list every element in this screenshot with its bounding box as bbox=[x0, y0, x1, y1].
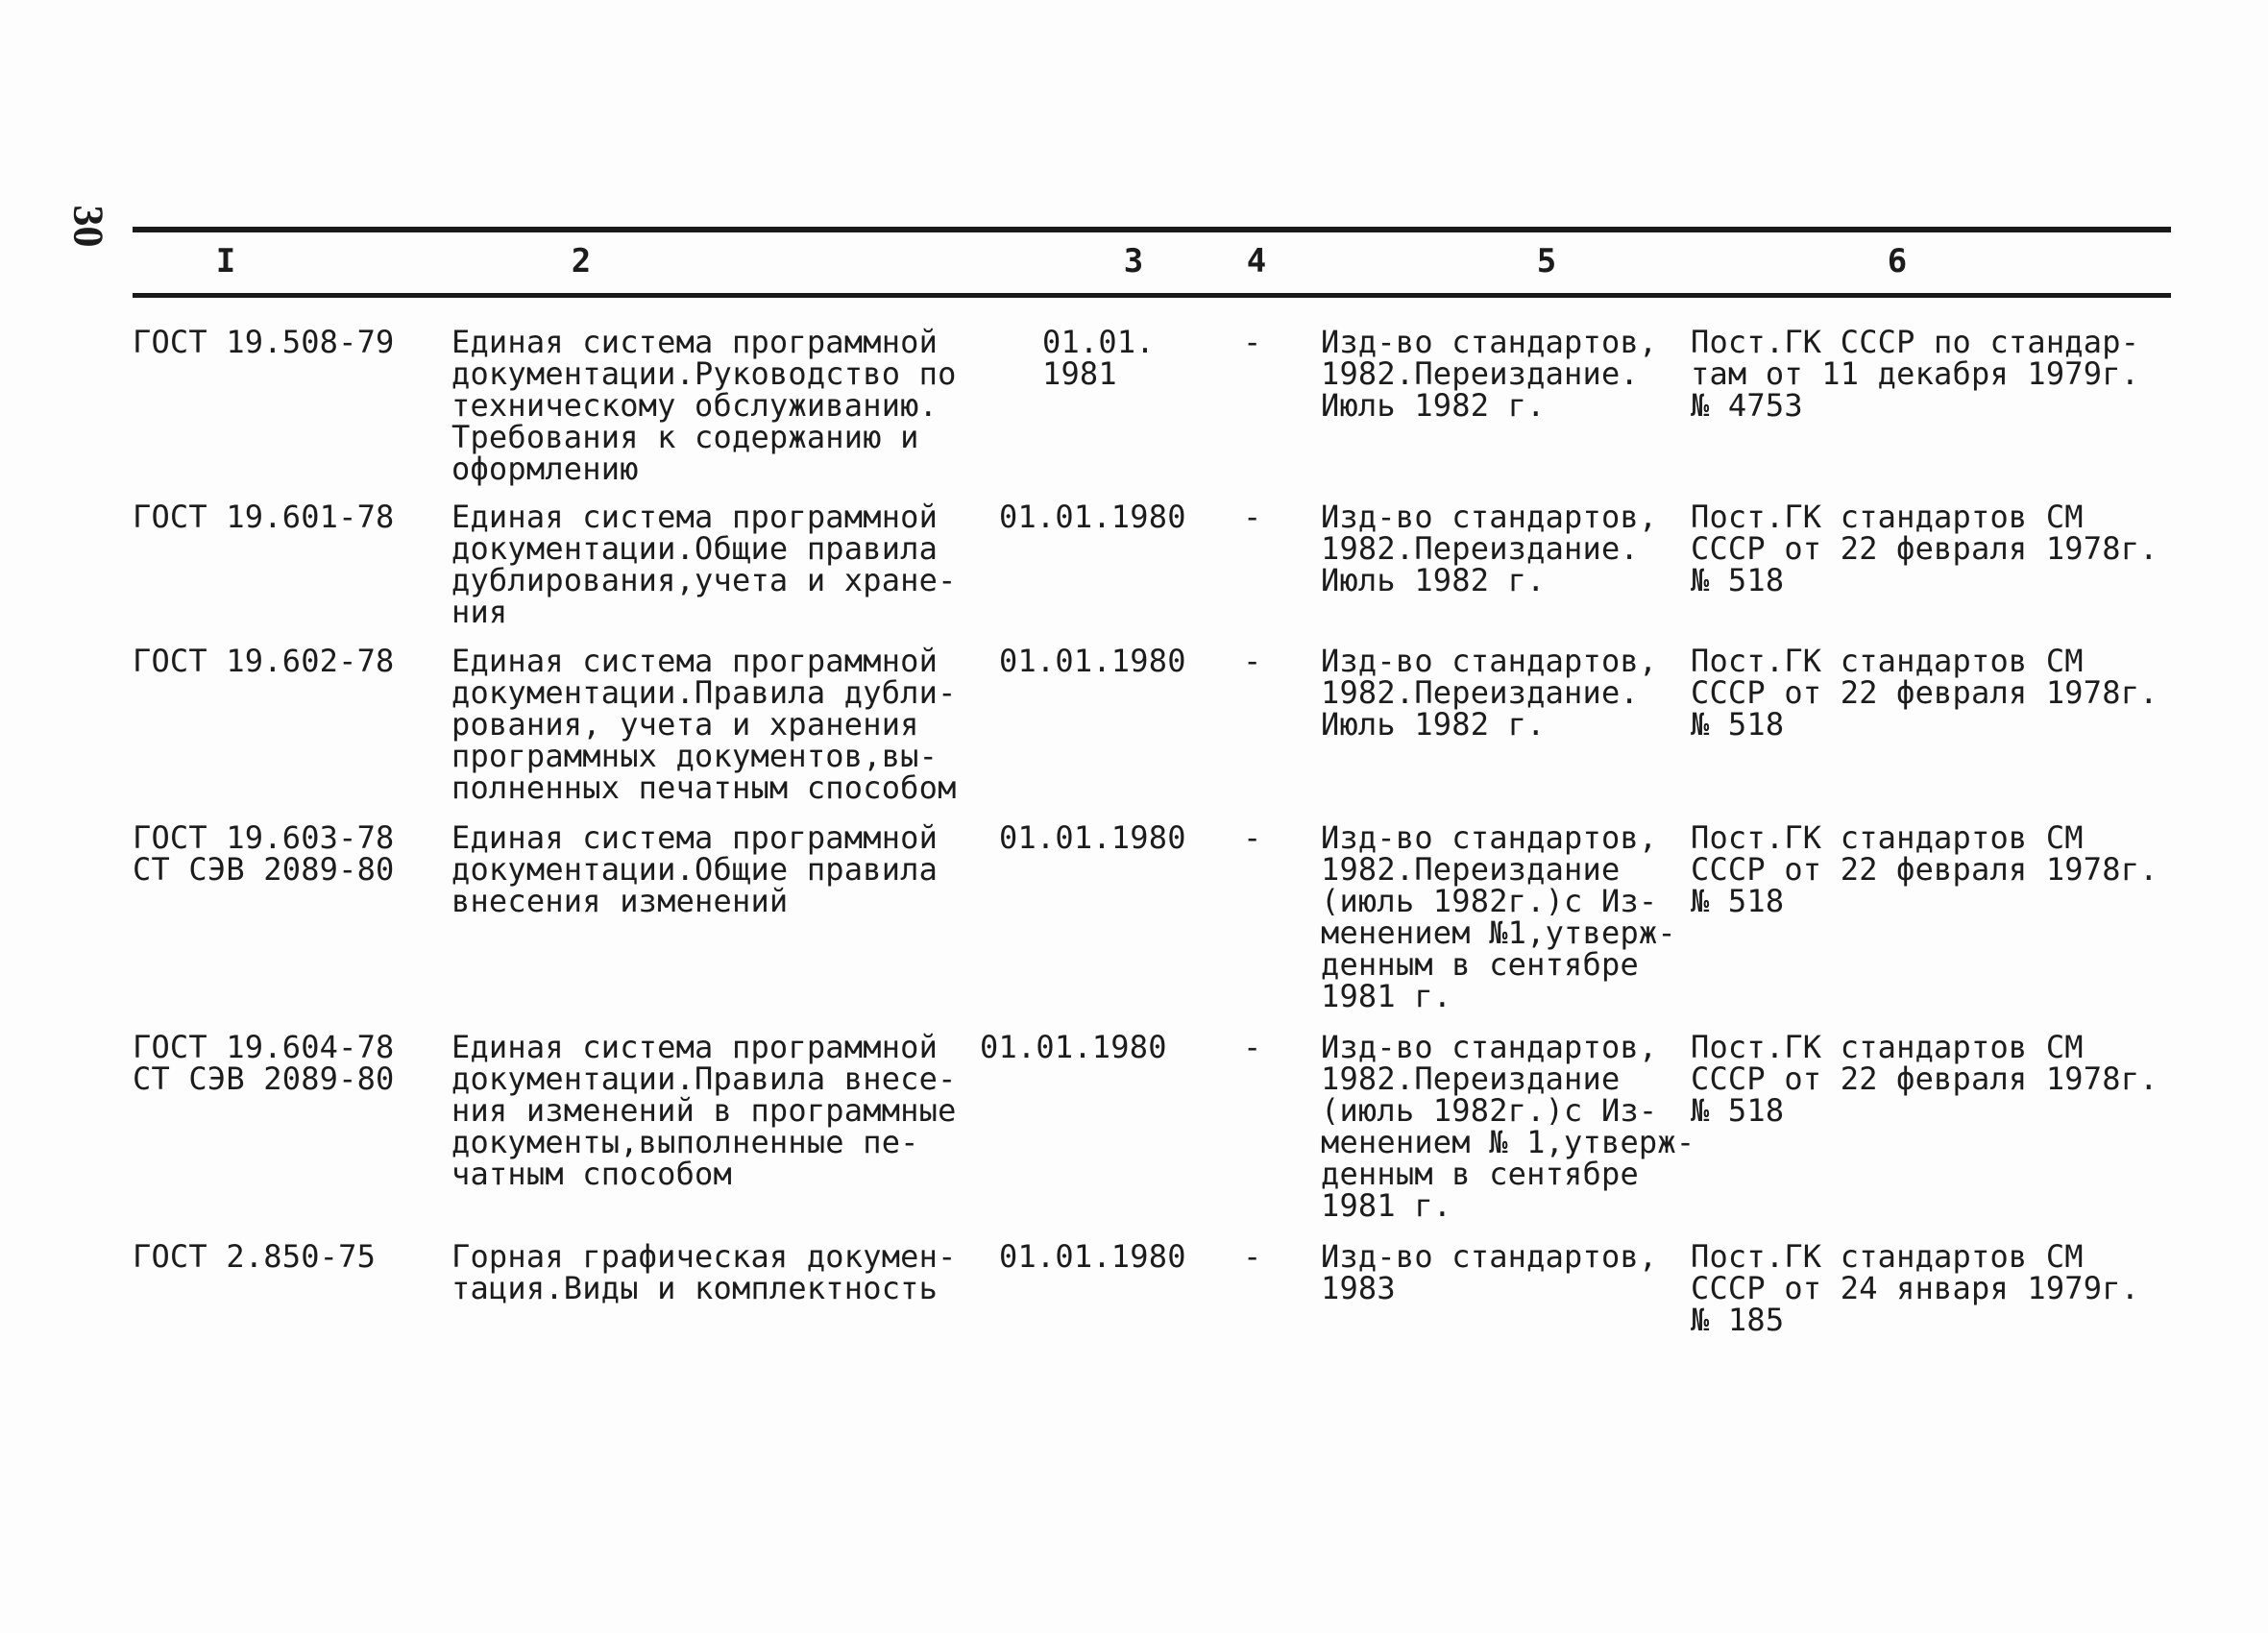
approval-cell: Пост.ГК стандартов СМ СССР от 22 февраля 1978г. № 518 bbox=[1691, 499, 2158, 598]
table-top-rule bbox=[133, 227, 2171, 232]
column-header-1: I bbox=[215, 242, 236, 280]
date-cell: 01.01.1980 bbox=[999, 819, 1186, 856]
designation-cell: ГОСТ 19.601-78 bbox=[133, 499, 395, 535]
edition-cell: Изд-во стандартов, 1982.Переиздание (июль 1982г.)с Из- менением №1,утверж- денным в сентябре 1981 г. bbox=[1321, 819, 1676, 1014]
title-cell: Единая система программной документации.Правила дубли- рования, учета и хранения программных документов,вы- полненных печатным способом bbox=[451, 643, 957, 806]
designation-cell: ГОСТ 2.850-75 bbox=[133, 1238, 377, 1275]
column4-cell: - bbox=[1243, 819, 1262, 856]
designation-cell: ГОСТ 19.604-78 СТ СЭВ 2089-80 bbox=[133, 1029, 395, 1097]
date-cell: 01.01.1980 bbox=[999, 499, 1186, 535]
title-cell: Горная графическая докумен- тация.Виды и комплектность bbox=[451, 1238, 957, 1306]
column-header-5: 5 bbox=[1536, 242, 1557, 280]
column-header-6: 6 bbox=[1887, 242, 1908, 280]
edition-cell: Изд-во стандартов, 1982.Переиздание. Июль 1982 г. bbox=[1321, 499, 1658, 598]
edition-cell: Изд-во стандартов, 1983 bbox=[1321, 1238, 1658, 1306]
date-cell: 01.01.1980 bbox=[980, 1029, 1167, 1065]
column4-cell: - bbox=[1243, 643, 1262, 679]
column-header-3: 3 bbox=[1123, 242, 1144, 280]
table-header-rule bbox=[133, 293, 2171, 298]
title-cell: Единая система программной документации.Правила внесе- ния изменений в программные документы,выполненные пе- чатным способом bbox=[451, 1029, 957, 1192]
edition-cell: Изд-во стандартов, 1982.Переиздание (июль 1982г.)с Из- менением № 1,утверж- денным в сентябре 1981 г. bbox=[1321, 1029, 1695, 1224]
column4-cell: - bbox=[1243, 324, 1262, 360]
approval-cell: Пост.ГК стандартов СМ СССР от 22 февраля 1978г. № 518 bbox=[1691, 1029, 2158, 1129]
title-cell: Единая система программной документации.Общие правила дублирования,учета и хране- ния bbox=[451, 499, 957, 630]
column-header-2: 2 bbox=[571, 242, 592, 280]
title-cell: Единая система программной документации.Руководство по техническому обслуживанию. Требования к содержанию и оформлению bbox=[451, 324, 957, 487]
edition-cell: Изд-во стандартов, 1982.Переиздание. Июль 1982 г. bbox=[1321, 643, 1658, 743]
page-number: 30 bbox=[64, 205, 112, 248]
approval-cell: Пост.ГК СССР по стандар- там от 11 декабря 1979г. № 4753 bbox=[1691, 324, 2140, 424]
column4-cell: - bbox=[1243, 1238, 1262, 1275]
date-cell: 01.01.1980 bbox=[999, 643, 1186, 679]
edition-cell: Изд-во стандартов, 1982.Переиздание. Июль 1982 г. bbox=[1321, 324, 1658, 424]
column4-cell: - bbox=[1243, 1029, 1262, 1065]
approval-cell: Пост.ГК стандартов СМ СССР от 24 января 1979г. № 185 bbox=[1691, 1238, 2140, 1338]
approval-cell: Пост.ГК стандартов СМ СССР от 22 февраля 1978г. № 518 bbox=[1691, 643, 2158, 743]
date-cell: 01.01. 1981 bbox=[1042, 324, 1155, 392]
approval-cell: Пост.ГК стандартов СМ СССР от 22 февраля 1978г. № 518 bbox=[1691, 819, 2158, 919]
title-cell: Единая система программной документации.Общие правила внесения изменений bbox=[451, 819, 939, 919]
designation-cell: ГОСТ 19.508-79 bbox=[133, 324, 395, 360]
designation-cell: ГОСТ 19.602-78 bbox=[133, 643, 395, 679]
column-header-4: 4 bbox=[1246, 242, 1267, 280]
designation-cell: ГОСТ 19.603-78 СТ СЭВ 2089-80 bbox=[133, 819, 395, 888]
column4-cell: - bbox=[1243, 499, 1262, 535]
date-cell: 01.01.1980 bbox=[999, 1238, 1186, 1275]
